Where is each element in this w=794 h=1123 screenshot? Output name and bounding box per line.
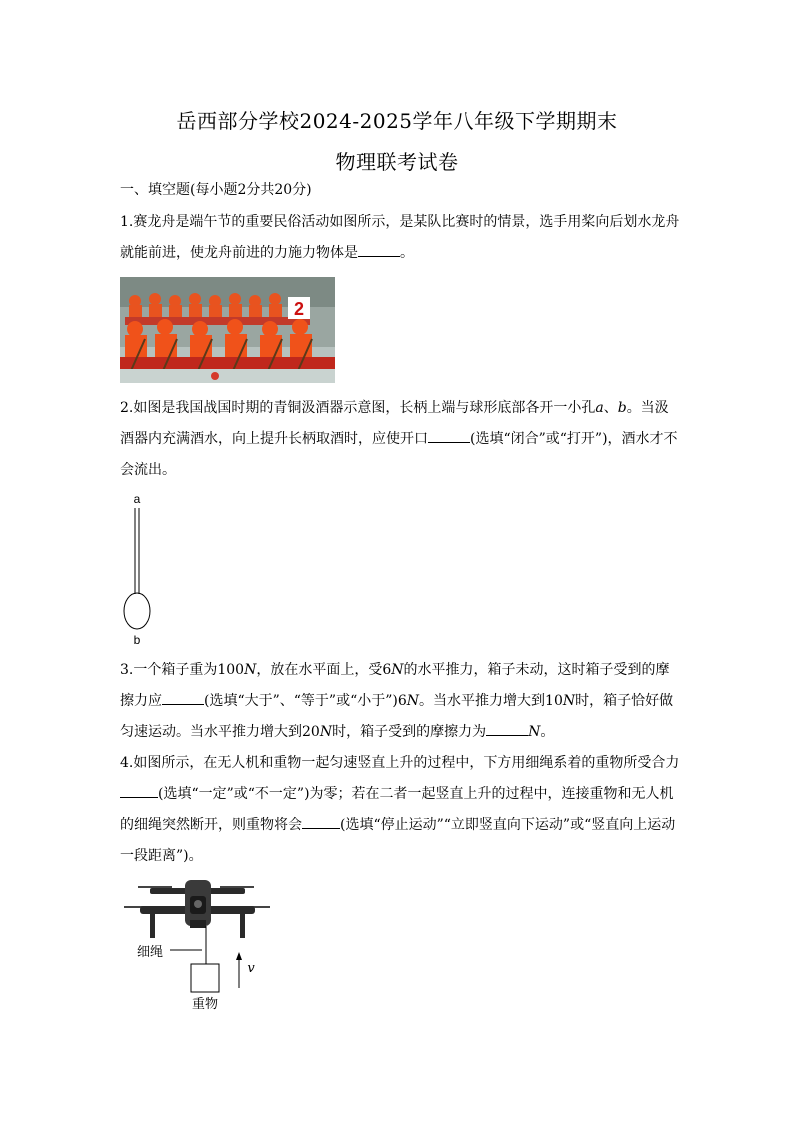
label-velocity: v [247,961,255,976]
question-1-end: 。 [400,245,414,261]
question-3 [120,655,680,748]
question-3-text-f: 时，箱子恰好做匀速运动。当水平推力增大到20 [120,693,674,740]
label-weight: 重物 [191,997,219,1012]
answer-blank [358,242,400,257]
question-3-text-b: ，放在水平面上，受6 [256,662,392,678]
unit-newton: N [319,724,333,740]
drone-diagram [120,876,275,1016]
var-b: b [617,400,627,416]
wine-dipper-diagram [115,490,165,650]
question-4-text-a: 4.如图所示，在无人机和重物一起匀速竖直上升的过程中，下方用细绳系着的重物所受合力 [120,755,680,771]
exam-title-line1: 岳西部分学校2024-2025学年八年级下学期期末 [176,109,618,133]
unit-newton: N [391,662,404,678]
separator: 、 [603,400,618,416]
question-4 [120,748,680,872]
question-2 [120,393,680,486]
section-heading: 一、填空题(每小题2分共20分) [120,182,312,198]
question-2-text-a: 2.如图是我国战国时期的青铜汲酒器示意图，长柄上端与球形底部各开一小孔 [120,400,596,416]
question-3-text-c: 的水平推力，箱子未动，这时箱子受到的摩擦力应 [120,662,670,709]
answer-blank [428,428,470,443]
answer-blank [302,814,340,829]
question-3-text-e: 。当水平推力增大到10 [419,693,563,709]
question-1-text: 1.赛龙舟是端午节的重要民俗活动如图所示，是某队比赛时的情景，选手用桨向后划水龙舟就能前进，使龙舟前进的力施力物体是 [120,214,680,261]
answer-blank [486,721,528,736]
label-hole-a: a [133,492,141,506]
drone-illustration [120,876,275,1016]
unit-newton: N [528,724,541,740]
unit-newton: N [244,662,257,678]
question-3-text-d: (选填“大于”、“等于”或“小于”)6 [204,693,407,709]
question-3-text-g: 时，箱子受到的摩擦力为 [332,724,487,740]
question-2-text-b: 。当汲酒器内充满酒水，向上提升长柄取酒时，应使开口 [120,400,669,447]
question-4-text-c: (选填“停止运动”“立即竖直向下运动”或“竖直向上运动一段距离”)。 [120,817,676,864]
question-2-text-c: (选填“闭合”或“打开”)，酒水才不会流出。 [120,431,678,478]
unit-newton: N [406,693,420,709]
wine-dipper-illustration [115,490,165,650]
question-3-text-h: 。 [540,724,555,740]
answer-blank [162,690,204,705]
question-1 [120,207,680,269]
label-rope: 细绳 [136,945,164,960]
unit-newton: N [562,693,576,709]
question-3-text-a: 3.一个箱子重为100 [120,662,245,678]
dragon-boat-photo [120,277,335,383]
label-hole-b: b [133,633,141,647]
var-a: a [595,400,604,416]
question-4-text-b: (选填“一定”或“不一定”)为零；若在二者一起竖直上升的过程中，连接重物和无人机的细绳突然断开，则重物将会 [120,786,674,833]
boat-number: 2 [293,299,305,319]
answer-blank [120,783,158,798]
dragon-boat-illustration [120,277,335,383]
exam-title-line2: 物理联考试卷 [335,150,459,174]
